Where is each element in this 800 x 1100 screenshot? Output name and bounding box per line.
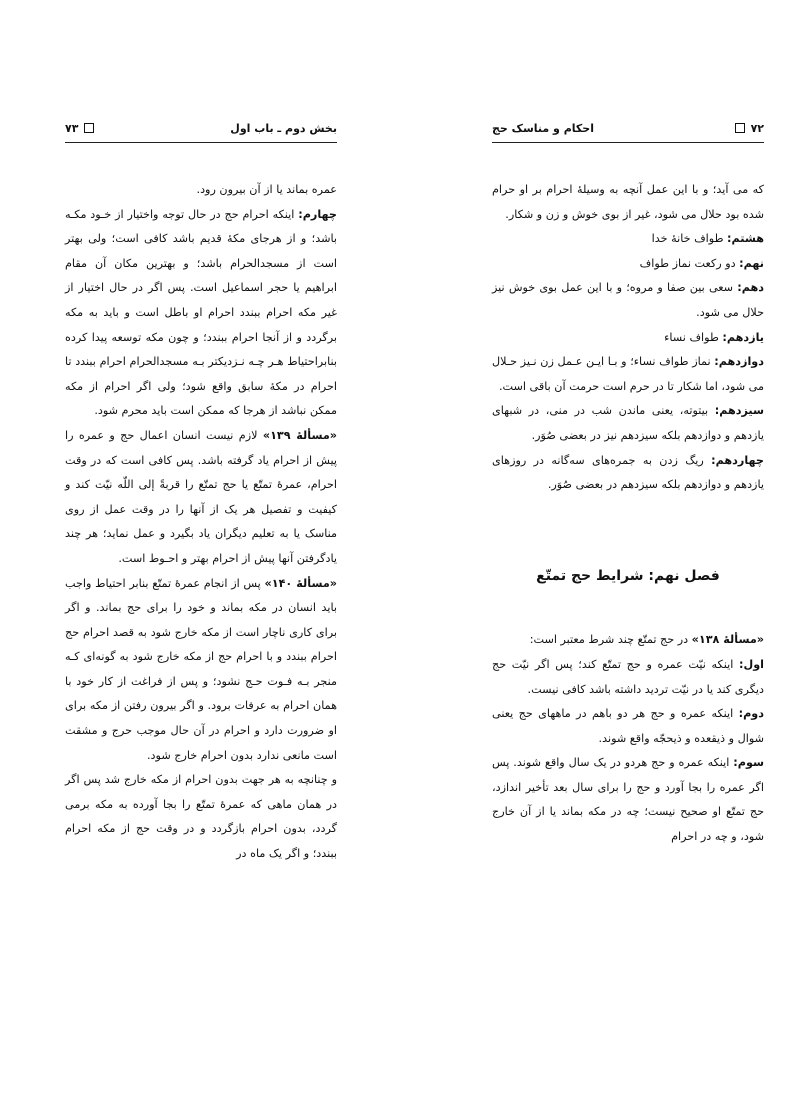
paragraph: و چنانچه به هر جهت بدون احرام از مکه خارج شد پس اگر در همان ماهی که عمرهٔ تمتّع را بجا آورده به مکه برمی گردد، بدون احرام بازگردد و در وقت حج از مکه احرام ببندد؛ و اگر یک ماه در (65, 773, 337, 861)
paragraph: چهارم: اینکه احرام حج در حال توجه واختیار از خـود مکـه باشد؛ و از هرجای مکهٔ قدیم باشد کافی است؛ ولی بهتر است از مسجدالحرام باشد؛ و بهترین مکان آن مقام ابراهیم یا حجر اسماعیل است. پس اگر در حال اختیار از غیر مکه احرام ببندد احرام او باطل است و باید به مکه برگردد و از آنجا احرام ببندد؛ و چون مکه توسعه پیدا کرده بنابراحتیاط هـر چـه نـزدیکتر بـه مسجدالحرام احرام ببندد تا احرام در مکهٔ سابق واقع شود؛ ولی اگر احرام از مکه ممکن نباشد از هرجا که ممکن است باید محرم شود. (65, 207, 337, 418)
header-page-number: ۷۳ (65, 122, 94, 135)
paragraph: هشتم: طواف خانهٔ خدا (651, 232, 764, 246)
header-page-number: ۷۲ (735, 122, 764, 135)
paragraph: نهم: دو رکعت نماز طواف (639, 256, 764, 270)
header-title: بخش دوم ـ باب اول (230, 121, 337, 135)
paragraph: «مسألهٔ ۱۴۰» پس از انجام عمرهٔ تمتّع بنابر احتیاط واجب باید انسان در مکه بماند و خود را برای حج بماند. و اگر برای کاری ناچار است از مکه خارج شود به قصد احرام حج احرام ببندد و با احرام حج از مکه خارج شود به گونه‌ای کـه منجر بـه فـوت حـج نشود؛ و پس از فراغت از کار خود با همان احرام به عرفات برود. و اگر بیرون رفتن از مکه برای او ضرورت دارد و احرام در آن حال موجب حرج و مشقت است مانعی ندارد بدون احرام خارج شود. (65, 576, 337, 762)
page-header (492, 118, 764, 143)
paragraph: چهاردهم: ریگ زدن به جمره‌های سه‌گانه در روزهای یازدهم و دوازدهم بلکه سیزدهم در بعضی صُوَر. (492, 453, 764, 492)
paragraph: دهم: سعی بین صفا و مروه؛ و با این عمل بوی خوش نیز حلال می شود. (492, 281, 764, 319)
paragraph: «مسألهٔ ۱۳۸» در حج تمتّع چند شرط معتبر است: (529, 633, 764, 647)
square-icon (735, 123, 745, 133)
right-page (492, 0, 764, 1100)
paragraph: یازدهم: طواف نساء (664, 330, 764, 344)
paragraph: عمره بماند یا از آن بیرون رود. (196, 183, 337, 196)
paragraph: دوازدهم: نماز طواف نساء؛ و بـا ایـن عـمل زن نـیز حـلال می شود، اما شکار تا در حرم است حرمت آن باقی است. (492, 355, 764, 393)
paragraph: دوم: اینکه عمره و حج هر دو باهم در ماههای حج یعنی شوال و ذیقعده و ذیحجّه واقع شوند. (492, 707, 764, 745)
paragraph: که می آید؛ و با این عمل آنچه به وسیلهٔ احرام بر او حرام شده بود حلال می شود، غیر از بوی خوش و زن و شکار. (492, 183, 764, 221)
page-body (492, 178, 764, 850)
paragraph: سیزدهم: بیتوته، یعنی ماندن شب در منی، در شبهای یازدهم و دوازدهم بلکه سیزدهم نیز در بعضی صُوَر. (492, 404, 764, 442)
left-page (65, 0, 337, 1100)
section-title: فصل نهم: شرایط حج تمتّع (536, 567, 720, 584)
page-body (65, 178, 337, 867)
paragraph: «مسألهٔ ۱۳۹» لازم نیست انسان اعمال حج و عمره را پیش از احرام یاد گرفته باشد. پس کافی است که در وقت احرام، عمرهٔ تمتّع یا حج تمتّع را قربةً إلی اللّه نیّت کند و کیفیت و تفصیل هر یک از آنها را در وقت عمل از روی مناسک یا به تعلیم دیگران یاد بگیرد و عمل نماید؛ هر چند یادگرفتن آنها پیش از احرام بهتر و احـوط است. (65, 428, 337, 565)
paragraph: سوم: اینکه عمره و حج هردو در یک سال واقع شوند. پس اگر عمره را بجا آورد و حج را برای سال بعد تأخیر اندازد، حج تمتّع او صحیح نیست؛ چه در مکه بماند یا از آن خارج شود، و چه در احرام (492, 756, 764, 844)
square-icon (84, 123, 94, 133)
header-title: احکام و مناسک حج (492, 121, 594, 135)
paragraph: اول: اینکه نیّت عمره و حج تمتّع کند؛ پس اگر نیّت حج دیگری کند یا در نیّت تردید داشته باشد کافی نیست. (492, 657, 764, 696)
page-header (65, 118, 337, 143)
